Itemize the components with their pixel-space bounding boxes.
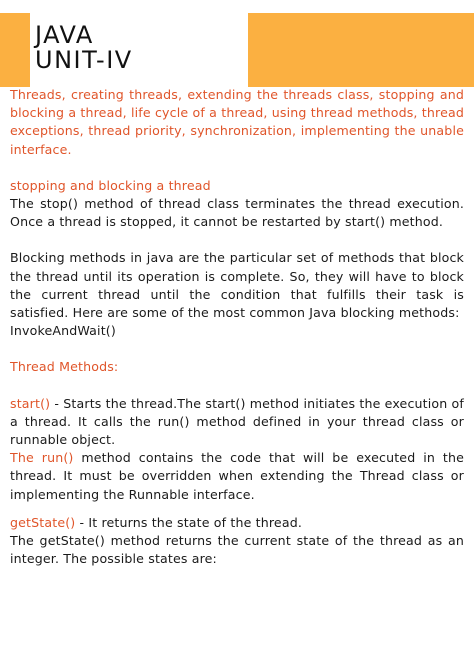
run-term-parens: ()	[63, 450, 74, 466]
section-heading-methods: Thread Methods:	[10, 359, 119, 375]
getstate-term: getState()	[10, 514, 76, 530]
title-line-2: UNIT-IV	[35, 46, 133, 74]
document-body	[10, 86, 464, 568]
title-line-1: JAVA	[35, 21, 94, 49]
run-description: method contains the code that will be executed in the thread. It must be overridden when extending the Thread class or implementing the Runnable interface.	[10, 450, 464, 502]
getstate-paragraph: The getState() method returns the current state of the thread as an integer. The possible states are:	[10, 533, 464, 567]
section-heading-stop: stopping and blocking a thread	[10, 177, 211, 193]
page-title	[35, 23, 133, 73]
accent-band-right	[248, 13, 474, 87]
start-description: - Starts the thread.The start() method initiates the execution of a thread. It calls the run() method defined in your thread class or runnable object.	[10, 395, 464, 448]
intro-paragraph: Threads, creating threads, extending the threads class, stopping and blocking a thread, life cycle of a thread, using thread methods, thread exceptions, thread priority, synchronization, implementing the unable interface.	[10, 87, 464, 157]
blocking-paragraph: Blocking methods in java are the particular set of methods that block the thread until its operation is complete. So, they will have to block the current thread until the condition that fulfills their task is satisfied. Here are some of the most common Java blocking methods:	[10, 250, 464, 321]
stop-paragraph: The stop() method of thread class terminates the thread execution. Once a thread is stopped, it cannot be restarted by start() method.	[10, 196, 464, 230]
getstate-line	[10, 514, 464, 532]
blocking-method-example: InvokeAndWait()	[10, 323, 116, 339]
start-term: start()	[10, 395, 51, 411]
run-term: The run	[10, 450, 64, 466]
start-method-paragraph	[10, 395, 464, 450]
getstate-description: - It returns the state of the thread.	[75, 514, 302, 530]
run-method-paragraph	[10, 449, 464, 504]
accent-band-left	[0, 13, 30, 87]
